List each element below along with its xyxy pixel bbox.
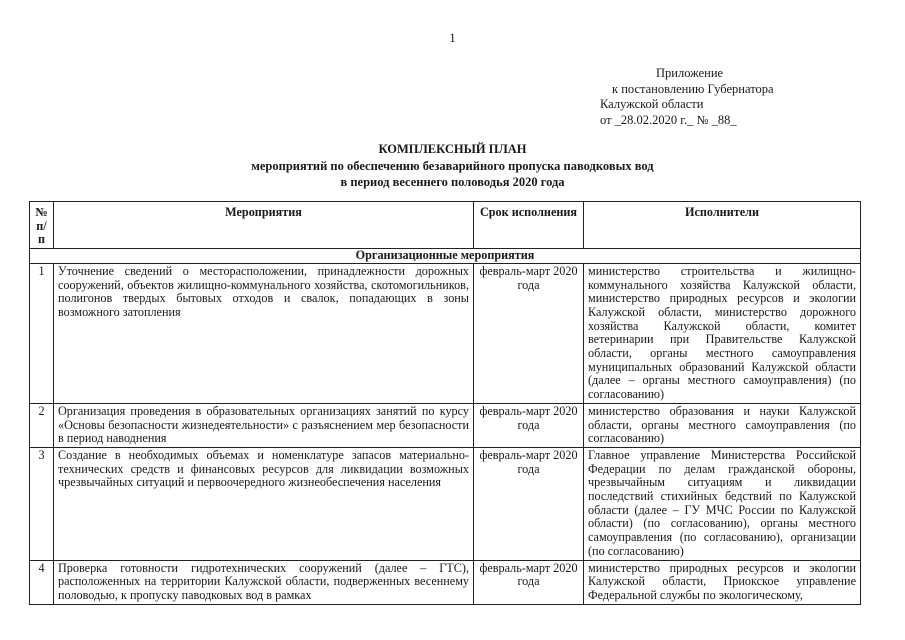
header-term: Срок исполнения [474,202,584,249]
row-num: 3 [30,447,54,560]
row-executors: министерство образования и науки Калужской области, органы местного самоуправления (по согласованию) [584,403,861,447]
appendix-line: от _28.02.2020 г._ № _88_ [600,112,737,127]
table-row [30,263,861,403]
table-row [30,560,861,604]
row-num: 4 [30,560,54,604]
header-num: № п/п [30,202,54,249]
section-title: Организационные мероприятия [30,249,861,264]
document-title [0,141,905,191]
appendix-line: Приложение [656,66,724,80]
row-term: февраль-март 2020 года [474,560,584,604]
title-line: КОМПЛЕКСНЫЙ ПЛАН [378,142,527,156]
plan-table [29,201,861,605]
section-row [30,249,861,264]
row-event: Организация проведения в образовательных организациях занятий по курсу «Основы безопасности жизнедеятельности» с разъяснением мер безопасности в период наводнения [54,403,474,447]
appendix-block [600,66,774,128]
row-num: 2 [30,403,54,447]
row-executors: министерство строительства и жилищно-коммунального хозяйства Калужской области, министерство природных ресурсов и экологии Калужской области, министерство дорожного хозяйства Калужской области, комитет ветеринарии при Правительстве Калужской области, органы местного самоуправления муниципальных образований Калужской области (далее – органы местного самоуправления) (по согласованию) [584,263,861,403]
title-line: в период весеннего половодья 2020 года [340,175,565,189]
row-term: февраль-март 2020 года [474,447,584,560]
row-num: 1 [30,263,54,403]
row-executors: Главное управление Министерства Российской Федерации по делам гражданской обороны, чрезвычайным ситуациям и ликвидации последствий стихийных бедствий по Калужской области (далее – ГУ МЧС России по Калужской области) (по согласованию), органы местного самоуправления (по согласованию), организации (по согласованию) [584,447,861,560]
page-number: 1 [449,30,456,45]
appendix-line: к постановлению Губернатора [612,81,774,96]
table-row [30,447,861,560]
appendix-line: Калужской области [600,97,704,111]
row-term: февраль-март 2020 года [474,403,584,447]
row-event: Создание в необходимых объемах и номенклатуре запасов материально-технических средств и финансовых ресурсов для ликвидации возможных чрезвычайных ситуаций и первоочередного жизнеобеспечения населения [54,447,474,560]
row-executors: министерство природных ресурсов и экологии Калужской области, Приокское управление Федеральной службы по экологическому, [584,560,861,604]
table-header-row [30,202,861,249]
header-event: Мероприятия [54,202,474,249]
row-event: Проверка готовности гидротехнических сооружений (далее – ГТС), расположенных на территории Калужской области, подверженных весеннему половодью, к пропуску паводковых вод в рамках [54,560,474,604]
row-event: Уточнение сведений о месторасположении, принадлежности дорожных сооружений, объектов жилищно-коммунального хозяйства, скотомогильников, полигонов твердых бытовых отходов и свалок, попадающих в зоны возможного затопления [54,263,474,403]
header-executors: Исполнители [584,202,861,249]
title-line: мероприятий по обеспечению безаварийного пропуска паводковых вод [251,158,654,173]
row-term: февраль-март 2020 года [474,263,584,403]
table-row [30,403,861,447]
